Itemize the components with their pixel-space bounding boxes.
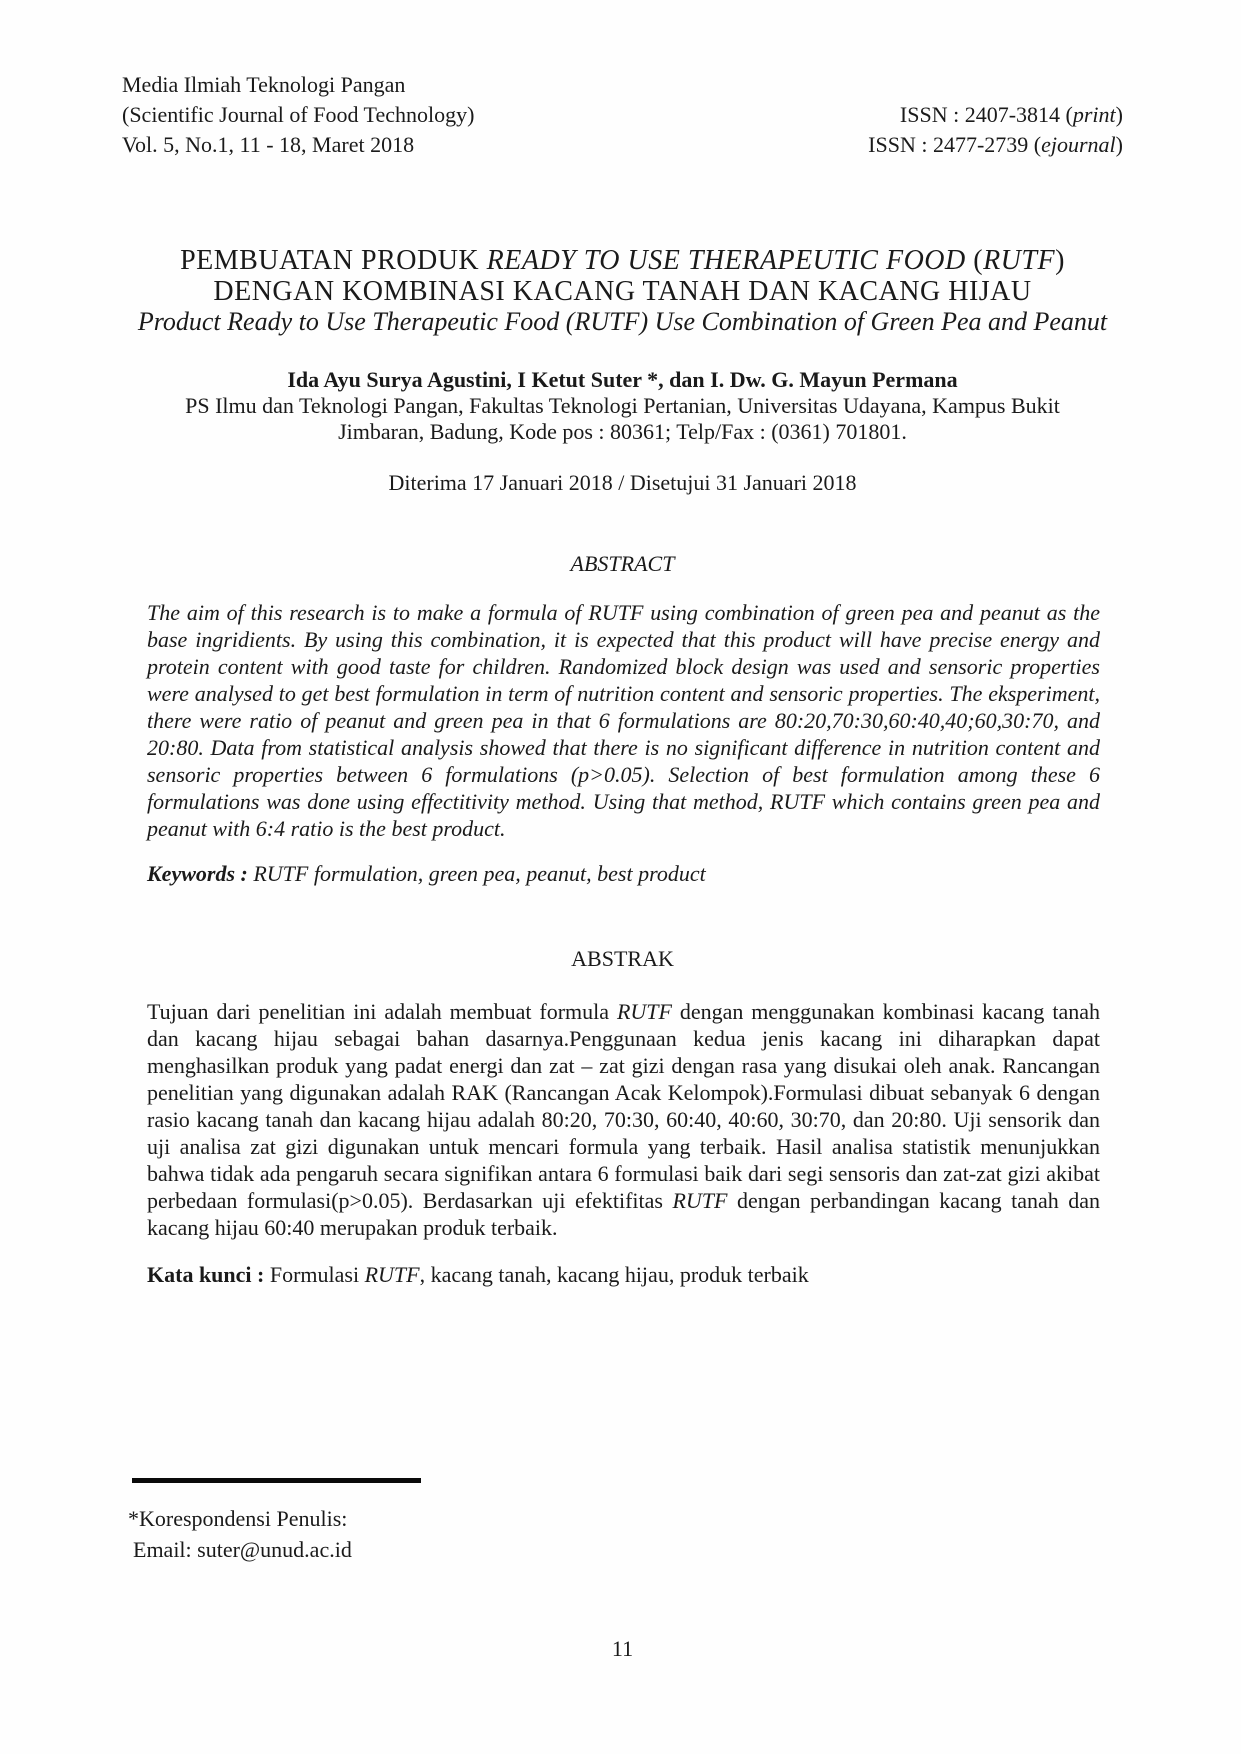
- journal-name: Media Ilmiah Teknologi Pangan: [122, 72, 406, 97]
- affiliation-block: [122, 393, 1123, 445]
- keywords-line: Keywords : RUTF formulation, green pea, peanut, best product: [147, 861, 706, 886]
- correspondence-email: Email: suter@unud.ac.id: [133, 1537, 352, 1562]
- article-title-line1: PEMBUATAN PRODUK READY TO USE THERAPEUTIC FOOD (RUTF): [180, 245, 1065, 276]
- article-title-block: [122, 245, 1123, 336]
- issn-ejournal: ISSN : 2477-2739 (ejournal): [868, 132, 1123, 157]
- journal-info-block: [122, 70, 474, 160]
- correspondence-footnote: [128, 1503, 1123, 1565]
- affiliation-line1: PS Ilmu dan Teknologi Pangan, Fakultas Teknologi Pertanian, Universitas Udayana, Kampus Bukit: [185, 393, 1060, 418]
- correspondence-label: *Korespondensi Penulis:: [128, 1506, 348, 1531]
- received-accepted-line: Diterima 17 Januari 2018 / Disetujui 31 Januari 2018: [388, 470, 857, 495]
- journal-volume-issue: Vol. 5, No.1, 11 - 18, Maret 2018: [122, 132, 415, 157]
- kata-kunci-line: Kata kunci : Formulasi RUTF, kacang tanah, kacang hijau, produk terbaik: [147, 1262, 809, 1287]
- journal-name-english: (Scientific Journal of Food Technology): [122, 102, 475, 127]
- issn-print: ISSN : 2407-3814 (print): [899, 102, 1123, 127]
- footnote-divider: [132, 1478, 421, 1483]
- abstract-text: The aim of this research is to make a formula of RUTF using combination of green pea and peanut as the base ingridients. By using this combination, it is expected that this product will have precise energy and protein content with good taste for children. Randomized block design was used and sensoric properties were analysed to get best formulation in term of nutrition content and sensoric properties. The eksperiment, there were ratio of peanut and green pea in that 6 formulations are 80:20,70:30,60:40,40;60,30:70, and 20:80. Data from statistical analysis showed that there is no significant difference in nutrition content and sensoric properties between 6 formulations (p>0.05). Selection of best formulation among these 6 formulations was done using effectitivity method. Using that method, RUTF which contains green pea and peanut with 6:4 ratio is the best product.: [147, 600, 1100, 841]
- abstract-heading: ABSTRACT: [570, 551, 675, 576]
- authors-line: Ida Ayu Surya Agustini, I Ketut Suter *, dan I. Dw. G. Mayun Permana: [287, 367, 958, 392]
- abstrak-heading: ABSTRAK: [571, 946, 674, 971]
- journal-header: [122, 70, 1123, 160]
- abstrak-text: Tujuan dari penelitian ini adalah membuat formula RUTF dengan menggunakan kombinasi kacang tanah dan kacang hijau sebagai bahan dasarnya.Penggunaan kedua jenis kacang ini diharapkan dapat menghasilkan produk yang padat energi dan zat – zat gizi dengan rasa yang disukai oleh anak. Rancangan penelitian yang digunakan adalah RAK (Rancangan Acak Kelompok).Formulasi dibuat sebanyak 6 dengan rasio kacang tanah dan kacang hijau adalah 80:20, 70:30, 60:40, 40:60, 30:70, dan 20:80. Uji sensorik dan uji analisa zat gizi digunakan untuk mencari formula yang terbaik. Hasil analisa statistik menunjukkan bahwa tidak ada pengaruh secara signifikan antara 6 formulasi baik dari segi sensoris dan zat-zat gizi akibat perbedaan formulasi(p>0.05). Berdasarkan uji efektifitas RUTF dengan perbandingan kacang tanah dan kacang hijau 60:40 merupakan produk terbaik.: [147, 999, 1101, 1240]
- page-number: 11: [611, 1636, 634, 1661]
- article-title-english: Product Ready to Use Therapeutic Food (RUTF) Use Combination of Green Pea and Peanut: [137, 307, 1108, 336]
- affiliation-line2: Jimbaran, Badung, Kode pos : 80361; Telp/Fax : (0361) 701801.: [338, 419, 907, 444]
- article-title-line2: DENGAN KOMBINASI KACANG TANAH DAN KACANG HIJAU: [213, 276, 1032, 307]
- issn-block: [868, 100, 1123, 160]
